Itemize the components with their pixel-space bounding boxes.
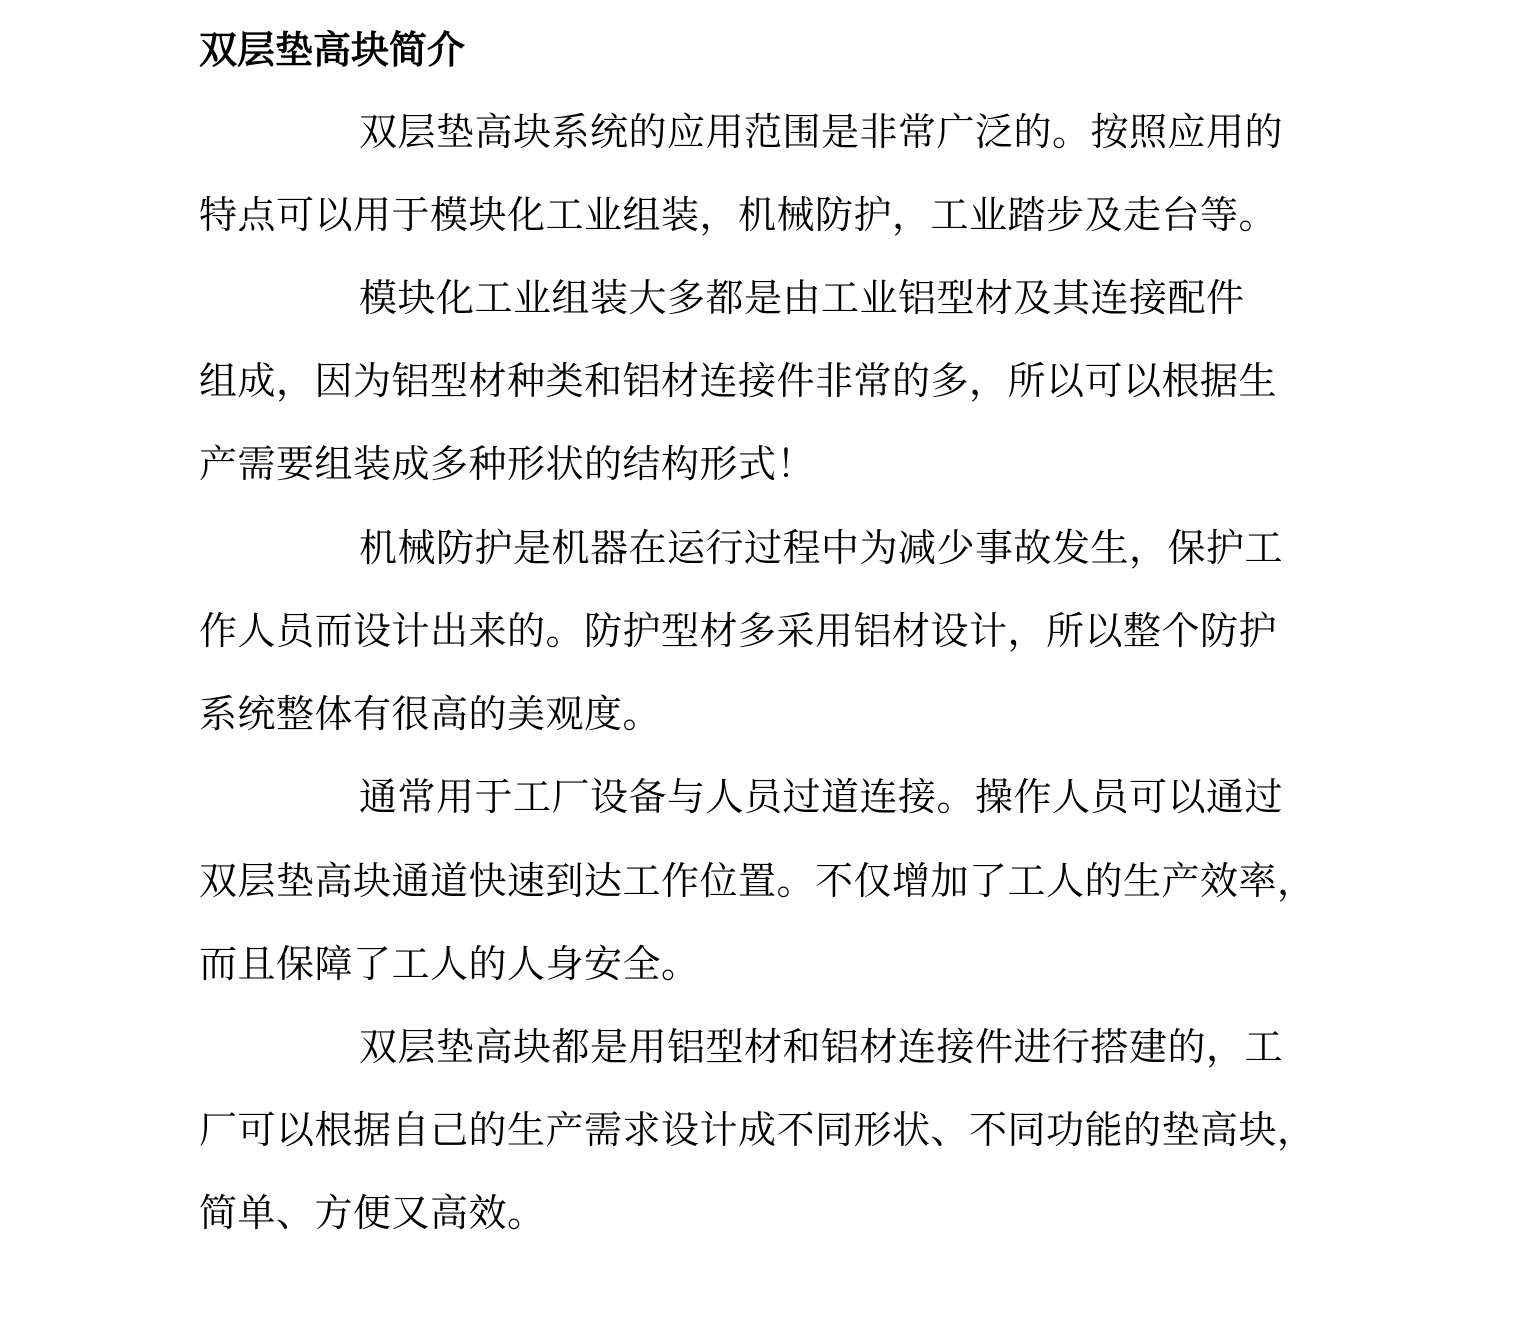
paragraph-1-line-2: 特点可以用于模块化工业组装，机械防护，工业踏步及走台等。 [199,193,1278,237]
paragraph-4-line-3: 而且保障了工人的人身安全。 [199,942,700,986]
paragraph-1-line-1: 双层垫高块系统的应用范围是非常广泛的。按照应用的 [359,110,1284,154]
paragraph-5-line-2: 厂可以根据自己的生产需求设计成不同形状、不同功能的垫高块， [199,1108,1316,1152]
paragraph-3-line-2: 作人员而设计出来的。防护型材多采用铝材设计，所以整个防护 [199,609,1278,653]
paragraph-2-line-1: 模块化工业组装大多都是由工业铝型材及其连接配件 [359,276,1245,320]
paragraph-4-line-2: 双层垫高块通道快速到达工作位置。不仅增加了工人的生产效率， [199,859,1316,903]
paragraph-5-line-3: 简单、方便又高效。 [199,1191,546,1235]
paragraph-3-line-1: 机械防护是机器在运行过程中为减少事故发生，保护工 [359,526,1284,570]
paragraph-3-line-3: 系统整体有很高的美观度。 [199,692,662,736]
paragraph-2-line-3: 产需要组装成多种形状的结构形式！ [199,442,816,486]
paragraph-2-line-2: 组成，因为铝型材种类和铝材连接件非常的多，所以可以根据生 [199,359,1278,403]
paragraph-5-line-1: 双层垫高块都是用铝型材和铝材连接件进行搭建的，工 [359,1025,1284,1069]
page-title: 双层垫高块简介 [199,27,466,72]
paragraph-4-line-1: 通常用于工厂设备与人员过道连接。操作人员可以通过 [359,775,1284,819]
